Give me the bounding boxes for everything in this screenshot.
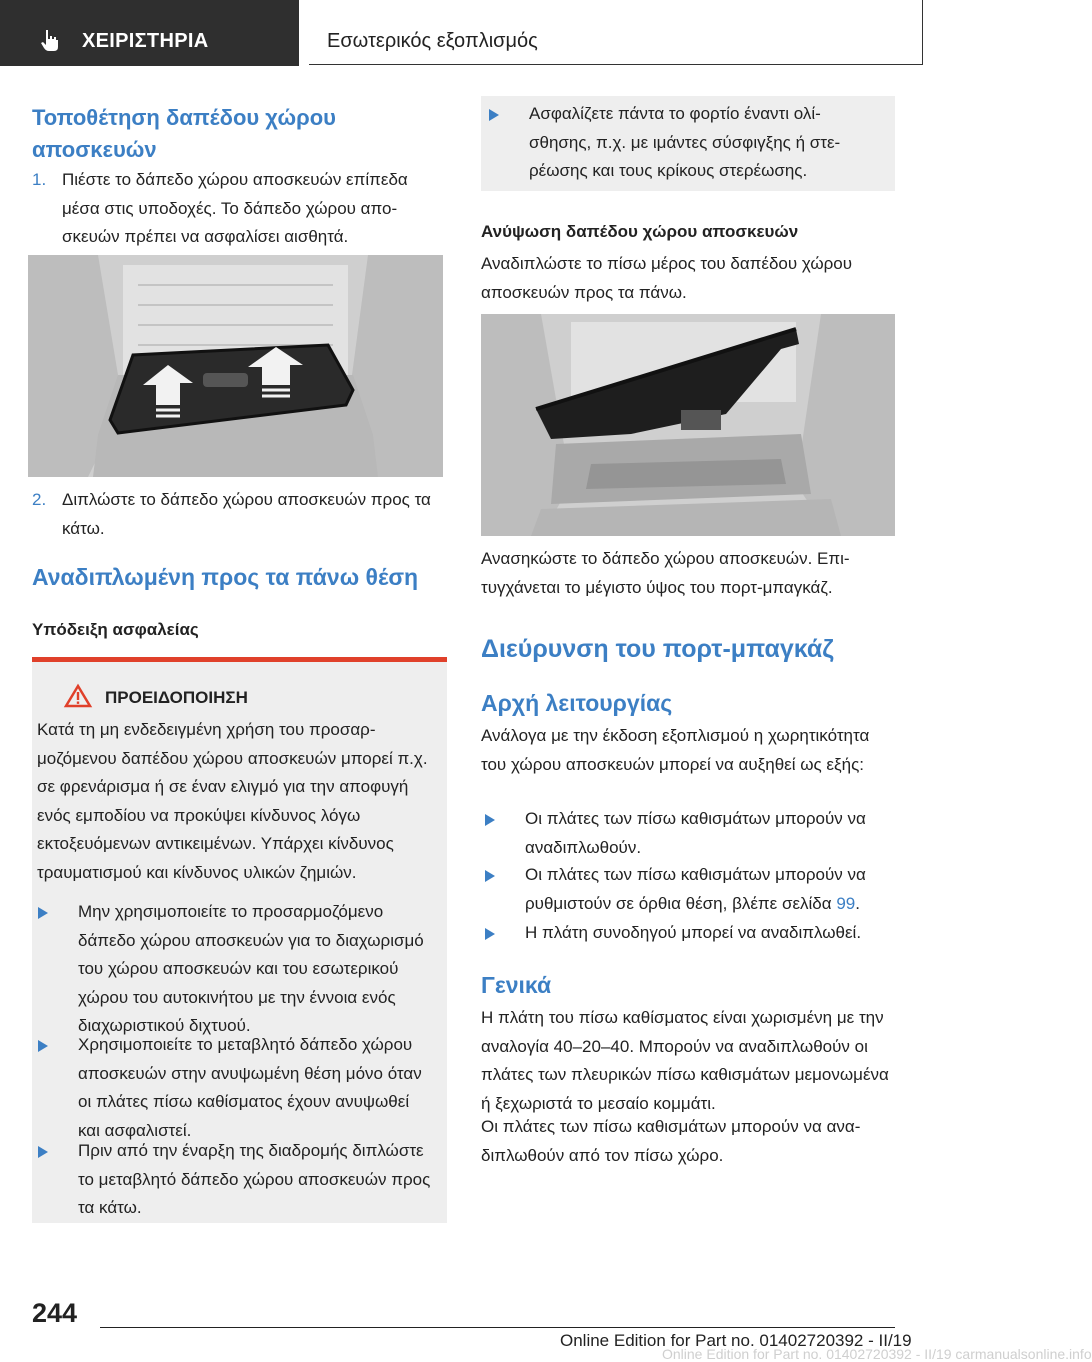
footer-divider: [100, 1327, 895, 1328]
footer-edition: Online Edition for Part no. 01402720392 - II/19: [560, 1331, 912, 1350]
heading-lift-floor: Ανύψωση δαπέδου χώρου αποσκευών: [481, 222, 799, 241]
triangle-bullet-icon: [38, 1146, 48, 1158]
step-1-text: Πιέστε το δάπεδο χώρου αποσκευών επίπεδα μέσα στις υποδοχές. Το δάπεδο χώρου αποσκευών πρέπει να ασφαλίσει αισθητά.: [62, 170, 408, 246]
page-number: 244: [32, 1298, 78, 1328]
warning-bullet-3: Πριν από την έναρξη της διαδρομής διπλώστε το μεταβλητό δάπεδο χώρου αποσκευών προς τα κάτω.: [34, 1137, 433, 1223]
warning-box-continued: [481, 96, 895, 191]
after-image-text: Ανασηκώστε το δάπεδο χώρου αποσκευών. Επιτυγχάνεται το μέγιστο ύψος του πορτ-μπαγκάζ.: [481, 549, 850, 597]
photo-lifted-floor: [481, 314, 895, 536]
step-1: [32, 166, 447, 252]
hand-pointer-icon: [40, 28, 62, 57]
heading-principle: Αρχή λειτουργίας: [481, 690, 673, 716]
title-insert-floor: Τοποθέτηση δαπέδου χώρου αποσκευών: [32, 105, 336, 162]
expand-bullet-1: Οι πλάτες των πίσω καθισμάτων μπορούν να αναδιπλωθούν.: [481, 805, 895, 862]
page-link-99[interactable]: 99: [836, 893, 856, 913]
heading-general: Γενικά: [481, 972, 552, 998]
step-2-text: Διπλώστε το δάπεδο χώρου αποσκευών προς τα κάτω.: [62, 490, 431, 538]
header-section: [309, 0, 923, 65]
general-text-2: Οι πλάτες των πίσω καθισμάτων μπορούν να αναδιπλωθούν από τον πίσω χώρο.: [481, 1117, 861, 1165]
warning-title: ΠΡΟΕΙΔΟΠΟΙΗΣΗ: [105, 688, 248, 707]
expand-bullet-3: Η πλάτη συνοδηγού μπορεί να αναδιπλωθεί.: [481, 919, 895, 948]
warning-bullet-2: Χρησιμοποιείτε το μεταβλητό δάπεδο χώρου αποσκευών στην ανυψωμένη θέση μόνο όταν οι πλάτες πίσω καθίσματος έχουν ανυψωθεί και ασφαλιστεί.: [34, 1031, 433, 1145]
lift-text: Αναδιπλώστε το πίσω μέρος του δαπέδου χώρου αποσκευών προς τα πάνω.: [481, 254, 853, 302]
warning-box: [32, 657, 447, 1223]
triangle-bullet-icon: [489, 109, 499, 121]
triangle-bullet-icon: [38, 1040, 48, 1052]
triangle-bullet-icon: [38, 907, 48, 919]
watermark: Online Edition for Part no. 01402720392 - II/19 carmanualsonline.info: [662, 1346, 1092, 1362]
expand-bullet-2: Οι πλάτες των πίσω καθισμάτων μπορούν να ρυθμιστούν σε όρθια θέση, βλέπε σελίδα 99.: [481, 861, 895, 918]
photo-insert-floor: [28, 255, 443, 477]
step-2: [32, 486, 447, 543]
warning-triangle-icon: [64, 684, 92, 713]
general-text-1: Η πλάτη του πίσω καθίσματος είναι χωρισμένη με την αναλογία 40–20–40. Μπορούν να αναδιπλωθούν οι πλάτες των πλευρικών πίσω καθισμάτων μεμονωμένα ή ξεχωριστά το μεσαίο κομμάτι.: [481, 1008, 889, 1113]
heading-expand-trunk: Διεύρυνση του πορτ-μπαγκάζ: [481, 635, 834, 663]
section-title: Εσωτερικός εξοπλισμός: [327, 30, 538, 52]
triangle-bullet-icon: [485, 870, 495, 882]
box-bullet: Ασφαλίζετε πάντα το φορτίο έναντι ολίσθησης, π.χ. με ιμάντες σύσφιγξης ή στερέωσης και τους κρίκους στερέωσης.: [485, 100, 874, 186]
principle-text: Ανάλογα με την έκδοση εξοπλισμού η χωρητικότητα του χώρου αποσκευών μπορεί να αυξηθεί ως εξής:: [481, 726, 870, 774]
heading-folded-up: Αναδιπλωμένη προς τα πάνω θέση: [32, 564, 419, 590]
step-2-number: 2.: [32, 490, 47, 509]
heading-safety: Υπόδειξη ασφαλείας: [32, 620, 199, 639]
manual-label: ΧΕΙΡΙΣΤΗΡΙΑ: [82, 30, 209, 52]
warning-text: Κατά τη μη ενδεδειγμένη χρήση του προσαρμοζόμενου δαπέδου χώρου αποσκευών μπορεί π.χ. σε φρενάρισμα ή σε έναν ελιγμό για την αποφυγή ενός εμποδίου να προκύψει κίνδυνος λόγω εκτοξευόμενων αντικειμένων. Υπάρχει κίνδυνος τραυματισμού και κίνδυνος υλικών ζημιών.: [37, 720, 428, 882]
triangle-bullet-icon: [485, 928, 495, 940]
step-1-number: 1.: [32, 170, 47, 189]
triangle-bullet-icon: [485, 814, 495, 826]
header-manual-tab: [0, 0, 299, 66]
warning-bullet-1: Μην χρησιμοποιείτε το προσαρμοζόμενο δάπεδο χώρου αποσκευών για το διαχωρισμό του χώρου αποσκευών και του εσωτερικού χώρου του αυτοκινήτου με την έννοια ενός διαχωριστικού διχτυού.: [34, 898, 433, 1041]
